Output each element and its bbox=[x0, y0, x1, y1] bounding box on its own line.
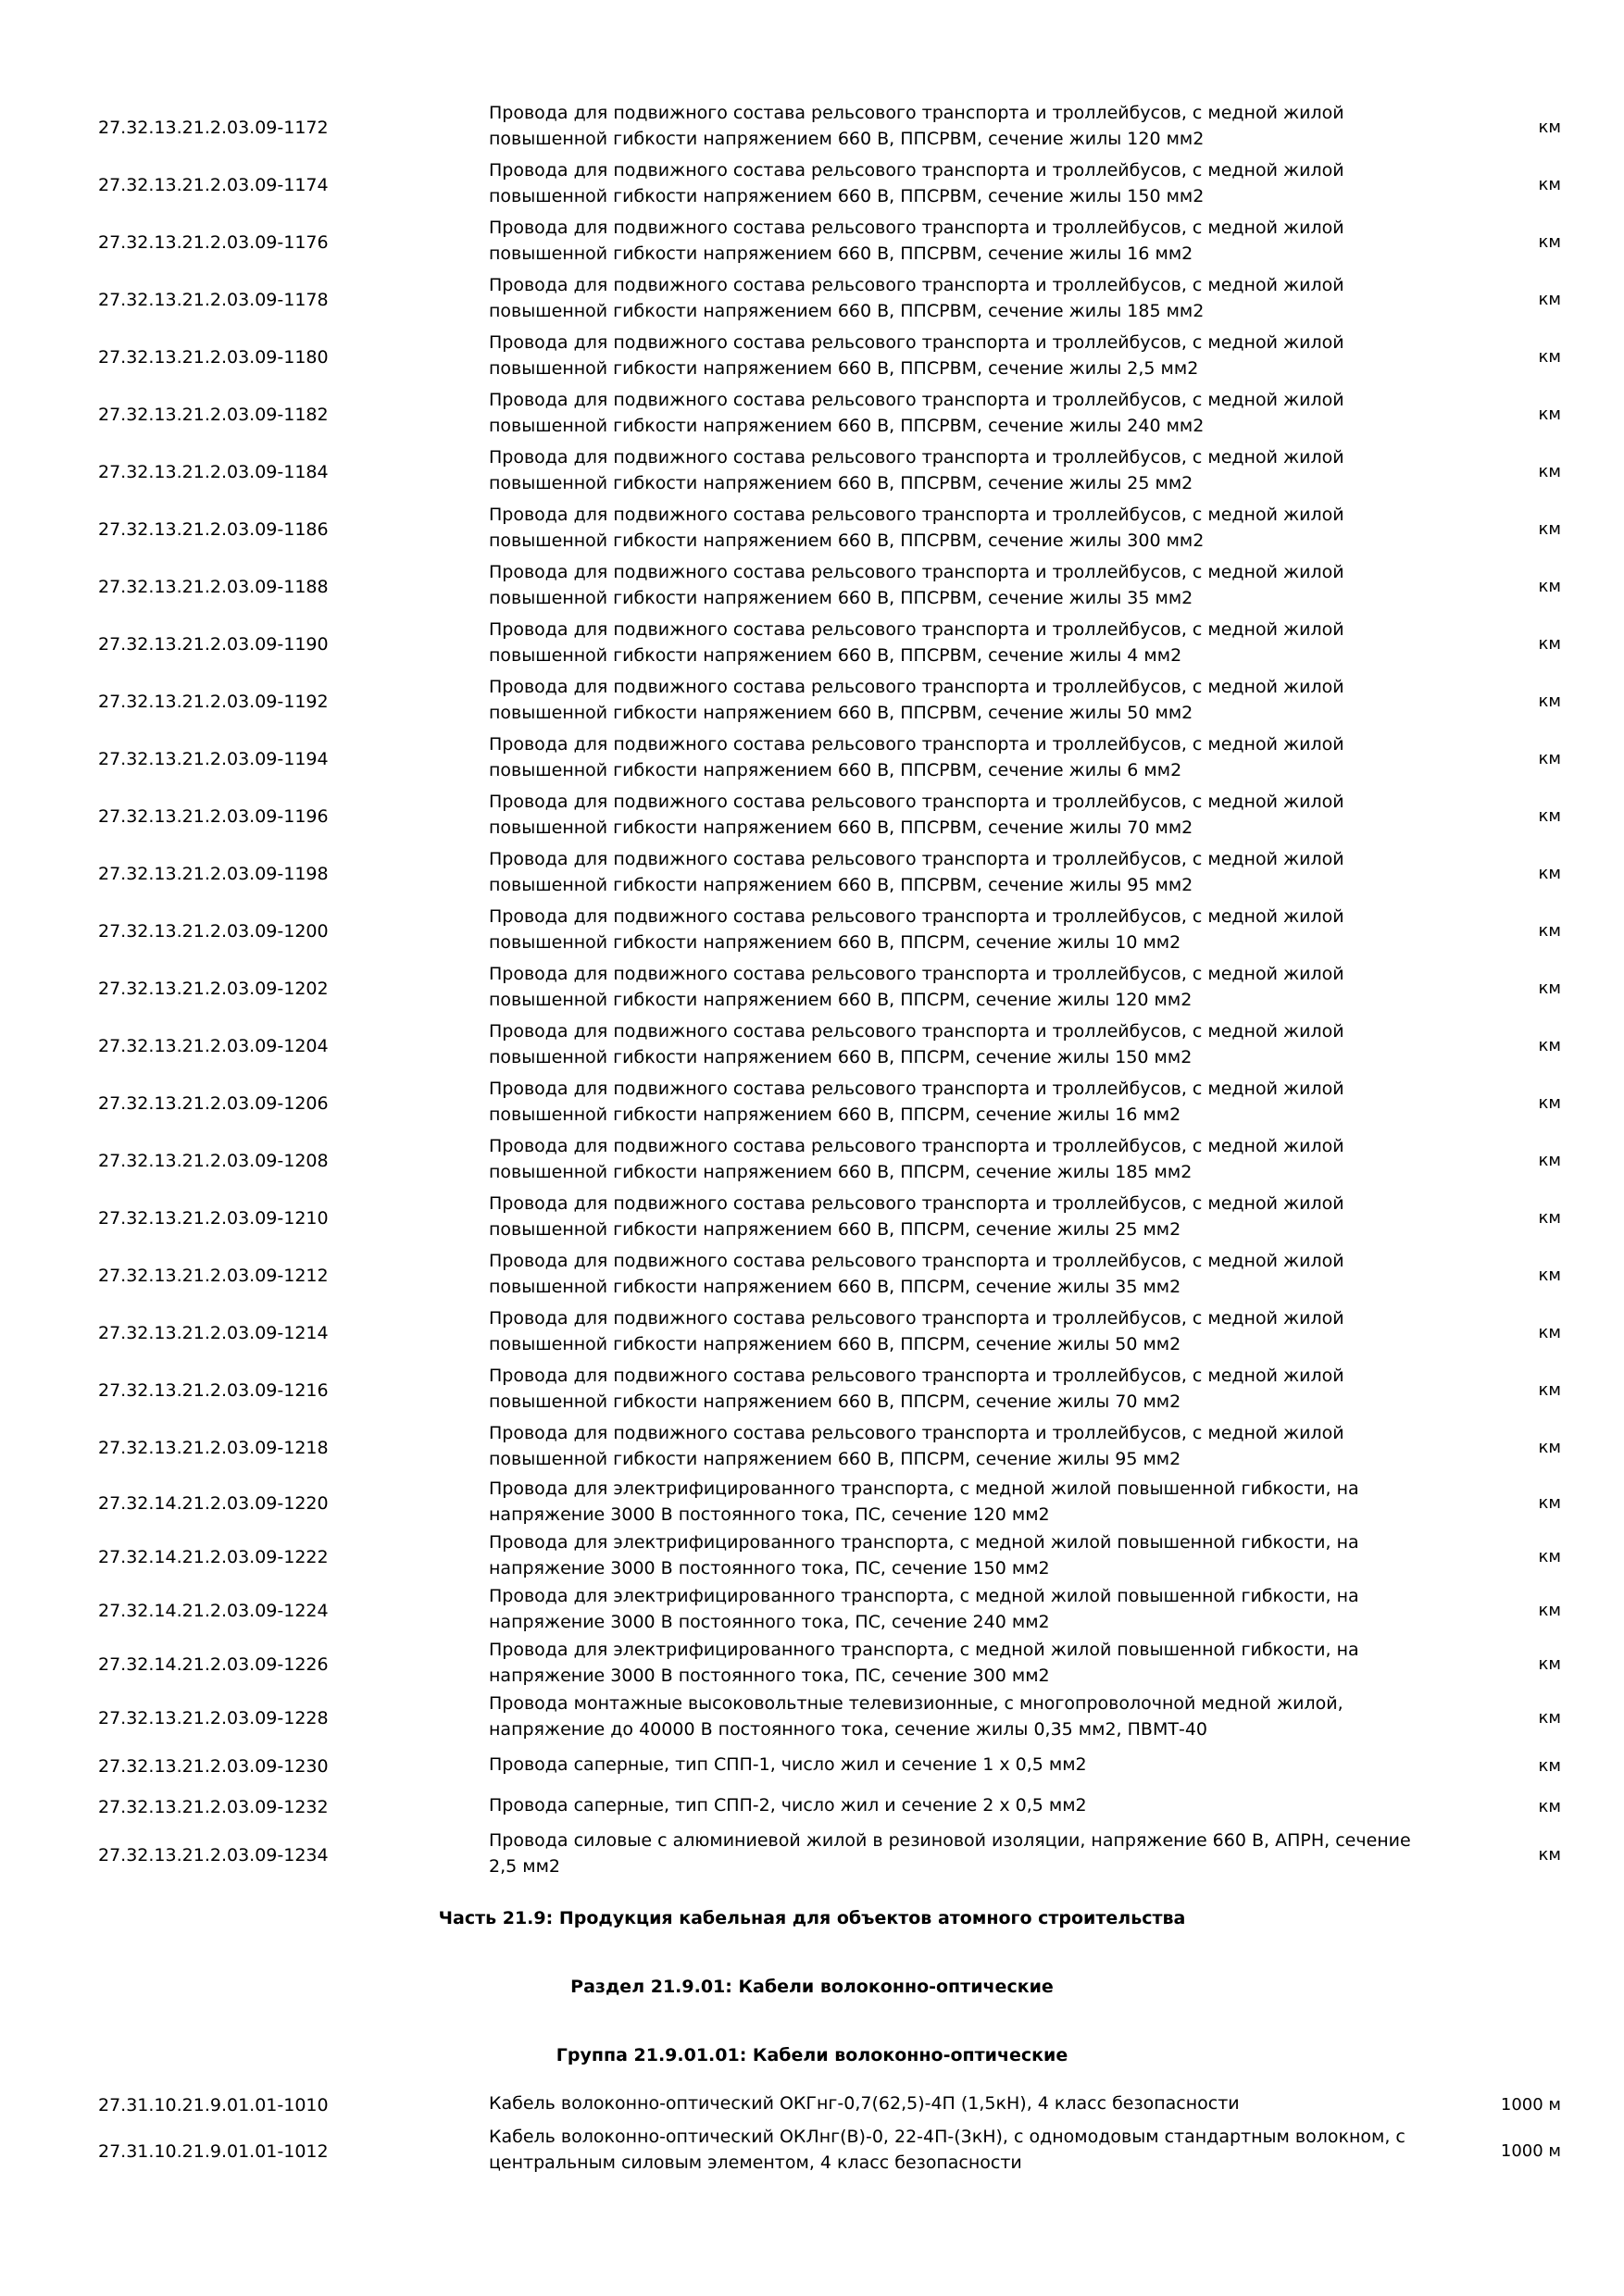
row-code: 27.32.13.21.2.03.09-1178 bbox=[98, 290, 329, 310]
row-description: Провода для подвижного состава рельсового транспорта и троллейбусов, с медной жилой повышенной гибкости напряжением 660 В, ППСРВМ, сечение жилы 50 мм2 bbox=[489, 677, 1344, 723]
row-unit: км bbox=[1538, 1438, 1561, 1457]
row-code: 27.32.13.21.2.03.09-1190 bbox=[98, 634, 329, 655]
row-description: Кабель волоконно-оптический ОКГнг-0,7(62,5)-4П (1,5кН), 4 класс безопасности bbox=[489, 2093, 1240, 2114]
row-code: 27.32.13.21.2.03.09-1176 bbox=[98, 232, 329, 253]
row-description: Провода для подвижного состава рельсового транспорта и троллейбусов, с медной жилой повышенной гибкости напряжением 660 В, ППСРВМ, сечение жилы 35 мм2 bbox=[489, 562, 1344, 608]
row-code: 27.32.13.21.2.03.09-1188 bbox=[98, 577, 329, 597]
row-unit: км bbox=[1538, 864, 1561, 883]
row-unit: км bbox=[1538, 290, 1561, 309]
row-unit: км bbox=[1538, 118, 1561, 137]
row-description: Провода для подвижного состава рельсового транспорта и троллейбусов, с медной жилой повышенной гибкости напряжением 660 В, ППСРВМ, сечение жилы 120 мм2 bbox=[489, 103, 1344, 149]
row-code: 27.32.13.21.2.03.09-1210 bbox=[98, 1208, 329, 1229]
row-code: 27.32.13.21.2.03.09-1208 bbox=[98, 1151, 329, 1171]
row-code: 27.32.14.21.2.03.09-1222 bbox=[98, 1547, 329, 1567]
row-description: Провода для подвижного состава рельсового транспорта и троллейбусов, с медной жилой повышенной гибкости напряжением 660 В, ППСРВМ, сечение жилы 95 мм2 bbox=[489, 849, 1344, 895]
row-description: Провода для подвижного состава рельсового транспорта и троллейбусов, с медной жилой повышенной гибкости напряжением 660 В, ППСРМ, сечение жилы 95 мм2 bbox=[489, 1423, 1344, 1469]
row-description: Провода для электрифицированного транспорта, с медной жилой повышенной гибкости, на напряжение 3000 В постоянного тока, ПС, сечение 240 мм2 bbox=[489, 1586, 1359, 1632]
row-description: Провода для подвижного состава рельсового транспорта и троллейбусов, с медной жилой повышенной гибкости напряжением 660 В, ППСРВМ, сечение жилы 2,5 мм2 bbox=[489, 332, 1344, 379]
row-description: Провода для подвижного состава рельсового транспорта и троллейбусов, с медной жилой повышенной гибкости напряжением 660 В, ППСРВМ, сечение жилы 4 мм2 bbox=[489, 619, 1344, 666]
row-unit: км bbox=[1538, 577, 1561, 596]
row-unit: км bbox=[1538, 1093, 1561, 1113]
row-description: Провода для подвижного состава рельсового транспорта и троллейбусов, с медной жилой повышенной гибкости напряжением 660 В, ППСРМ, сечение жилы 16 мм2 bbox=[489, 1079, 1344, 1125]
row-description: Провода для подвижного состава рельсового транспорта и троллейбусов, с медной жилой повышенной гибкости напряжением 660 В, ППСРВМ, сечение жилы 16 мм2 bbox=[489, 218, 1344, 264]
row-code: 27.32.13.21.2.03.09-1180 bbox=[98, 347, 329, 368]
row-unit: км bbox=[1538, 921, 1561, 941]
row-unit: км bbox=[1538, 1708, 1561, 1728]
row-code: 27.32.14.21.2.03.09-1220 bbox=[98, 1493, 329, 1514]
row-unit: км bbox=[1538, 405, 1561, 424]
row-unit: км bbox=[1538, 519, 1561, 539]
row-description: Кабель волоконно-оптический ОКЛнг(В)-0, 22-4П-(3кН), с одномодовым стандартным волокном, с центральным силовым элементом, 4 класс безопасности bbox=[489, 2127, 1405, 2173]
row-description: Провода для подвижного состава рельсового транспорта и троллейбусов, с медной жилой повышенной гибкости напряжением 660 В, ППСРВМ, сечение жилы 300 мм2 bbox=[489, 505, 1344, 551]
row-unit: км bbox=[1538, 634, 1561, 654]
row-code: 27.32.13.21.2.03.09-1216 bbox=[98, 1380, 329, 1401]
row-unit: км bbox=[1538, 1380, 1561, 1400]
row-code: 27.32.13.21.2.03.09-1184 bbox=[98, 462, 329, 482]
row-unit: км bbox=[1538, 1654, 1561, 1674]
row-code: 27.32.13.21.2.03.09-1194 bbox=[98, 749, 329, 769]
row-description: Провода для подвижного состава рельсового транспорта и троллейбусов, с медной жилой повышенной гибкости напряжением 660 В, ППСРМ, сечение жилы 25 мм2 bbox=[489, 1193, 1344, 1240]
row-code: 27.32.13.21.2.03.09-1192 bbox=[98, 692, 329, 712]
row-code: 27.32.13.21.2.03.09-1198 bbox=[98, 864, 329, 884]
row-code: 27.32.13.21.2.03.09-1202 bbox=[98, 979, 329, 999]
row-unit: км bbox=[1538, 749, 1561, 768]
row-unit: км bbox=[1538, 462, 1561, 481]
row-description: Провода саперные, тип СПП-2, число жил и сечение 2 х 0,5 мм2 bbox=[489, 1795, 1087, 1816]
row-code: 27.32.13.21.2.03.09-1232 bbox=[98, 1797, 329, 1817]
row-code: 27.32.14.21.2.03.09-1226 bbox=[98, 1654, 329, 1675]
section-heading: Раздел 21.9.01: Кабели волоконно-оптические bbox=[570, 1977, 1054, 1997]
row-unit: км bbox=[1538, 1797, 1561, 1816]
row-description: Провода для подвижного состава рельсового транспорта и троллейбусов, с медной жилой повышенной гибкости напряжением 660 В, ППСРВМ, сечение жилы 240 мм2 bbox=[489, 390, 1344, 436]
row-code: 27.32.13.21.2.03.09-1214 bbox=[98, 1323, 329, 1343]
row-unit: км bbox=[1538, 232, 1561, 252]
part-heading: Часть 21.9: Продукция кабельная для объектов атомного строительства bbox=[438, 1908, 1186, 1928]
row-code: 27.32.13.21.2.03.09-1182 bbox=[98, 405, 329, 425]
row-unit: км bbox=[1538, 1493, 1561, 1513]
row-description: Провода для подвижного состава рельсового транспорта и троллейбусов, с медной жилой повышенной гибкости напряжением 660 В, ППСРВМ, сечение жилы 6 мм2 bbox=[489, 734, 1344, 780]
row-unit: км bbox=[1538, 1266, 1561, 1285]
row-description: Провода для подвижного состава рельсового транспорта и троллейбусов, с медной жилой повышенной гибкости напряжением 660 В, ППСРМ, сечение жилы 35 мм2 bbox=[489, 1251, 1344, 1297]
row-description: Провода для подвижного состава рельсового транспорта и троллейбусов, с медной жилой повышенной гибкости напряжением 660 В, ППСРВМ, сечение жилы 185 мм2 bbox=[489, 275, 1344, 321]
row-description: Провода для подвижного состава рельсового транспорта и троллейбусов, с медной жилой повышенной гибкости напряжением 660 В, ППСРМ, сечение жилы 10 мм2 bbox=[489, 906, 1344, 953]
row-code: 27.32.13.21.2.03.09-1218 bbox=[98, 1438, 329, 1458]
row-unit: км bbox=[1538, 806, 1561, 826]
row-description: Провода для подвижного состава рельсового транспорта и троллейбусов, с медной жилой повышенной гибкости напряжением 660 В, ППСРМ, сечение жилы 150 мм2 bbox=[489, 1021, 1344, 1067]
row-code: 27.32.14.21.2.03.09-1224 bbox=[98, 1601, 329, 1621]
row-code: 27.32.13.21.2.03.09-1212 bbox=[98, 1266, 329, 1286]
row-unit: 1000 м bbox=[1500, 2095, 1561, 2115]
row-unit: км bbox=[1538, 1756, 1561, 1776]
row-description: Провода для электрифицированного транспорта, с медной жилой повышенной гибкости, на напряжение 3000 В постоянного тока, ПС, сечение 120 мм2 bbox=[489, 1479, 1359, 1525]
row-unit: 1000 м bbox=[1500, 2141, 1561, 2161]
row-description: Провода для подвижного состава рельсового транспорта и троллейбусов, с медной жилой повышенной гибкости напряжением 660 В, ППСРМ, сечение жилы 185 мм2 bbox=[489, 1136, 1344, 1182]
row-code: 27.32.13.21.2.03.09-1186 bbox=[98, 519, 329, 540]
row-code: 27.32.13.21.2.03.09-1230 bbox=[98, 1756, 329, 1777]
row-description: Провода силовые с алюминиевой жилой в резиновой изоляции, напряжение 660 В, АПРН, сечение 2,5 мм2 bbox=[489, 1830, 1411, 1877]
row-unit: км bbox=[1538, 692, 1561, 711]
row-unit: км bbox=[1538, 1547, 1561, 1566]
row-code: 27.32.13.21.2.03.09-1234 bbox=[98, 1845, 329, 1866]
row-code: 27.32.13.21.2.03.09-1200 bbox=[98, 921, 329, 942]
row-description: Провода для подвижного состава рельсового транспорта и троллейбусов, с медной жилой повышенной гибкости напряжением 660 В, ППСРМ, сечение жилы 50 мм2 bbox=[489, 1308, 1344, 1354]
row-unit: км bbox=[1538, 1323, 1561, 1342]
row-code: 27.32.13.21.2.03.09-1174 bbox=[98, 175, 329, 195]
row-code: 27.32.13.21.2.03.09-1172 bbox=[98, 118, 329, 138]
row-description: Провода для подвижного состава рельсового транспорта и троллейбусов, с медной жилой повышенной гибкости напряжением 660 В, ППСРВМ, сечение жилы 150 мм2 bbox=[489, 160, 1344, 206]
row-description: Провода для подвижного состава рельсового транспорта и троллейбусов, с медной жилой повышенной гибкости напряжением 660 В, ППСРВМ, сечение жилы 25 мм2 bbox=[489, 447, 1344, 493]
row-code: 27.32.13.21.2.03.09-1228 bbox=[98, 1708, 329, 1728]
group-heading: Группа 21.9.01.01: Кабели волоконно-оптические bbox=[556, 2045, 1068, 2065]
row-unit: км bbox=[1538, 347, 1561, 367]
row-unit: км bbox=[1538, 1601, 1561, 1620]
row-description: Провода для подвижного состава рельсового транспорта и троллейбусов, с медной жилой повышенной гибкости напряжением 660 В, ППСРМ, сечение жилы 70 мм2 bbox=[489, 1366, 1344, 1412]
row-code: 27.32.13.21.2.03.09-1206 bbox=[98, 1093, 329, 1114]
row-unit: км bbox=[1538, 175, 1561, 194]
row-unit: км bbox=[1538, 1151, 1561, 1170]
row-description: Провода для электрифицированного транспорта, с медной жилой повышенной гибкости, на напряжение 3000 В постоянного тока, ПС, сечение 150 мм2 bbox=[489, 1532, 1359, 1578]
row-description: Провода для подвижного состава рельсового транспорта и троллейбусов, с медной жилой повышенной гибкости напряжением 660 В, ППСРВМ, сечение жилы 70 мм2 bbox=[489, 792, 1344, 838]
row-code: 27.32.13.21.2.03.09-1204 bbox=[98, 1036, 329, 1056]
row-unit: км bbox=[1538, 1208, 1561, 1228]
row-code: 27.31.10.21.9.01.01-1012 bbox=[98, 2141, 329, 2162]
row-description: Провода монтажные высоковольтные телевизионные, с многопроволочной медной жилой, напряжение до 40000 В постоянного тока, сечение жилы 0,35 мм2, ПВМТ-40 bbox=[489, 1693, 1343, 1740]
row-description: Провода саперные, тип СПП-1, число жил и сечение 1 х 0,5 мм2 bbox=[489, 1754, 1087, 1775]
row-code: 27.31.10.21.9.01.01-1010 bbox=[98, 2095, 329, 2115]
row-description: Провода для подвижного состава рельсового транспорта и троллейбусов, с медной жилой повышенной гибкости напряжением 660 В, ППСРМ, сечение жилы 120 мм2 bbox=[489, 964, 1344, 1010]
row-unit: км bbox=[1538, 1036, 1561, 1055]
row-code: 27.32.13.21.2.03.09-1196 bbox=[98, 806, 329, 827]
row-description: Провода для электрифицированного транспорта, с медной жилой повышенной гибкости, на напряжение 3000 В постоянного тока, ПС, сечение 300 мм2 bbox=[489, 1640, 1359, 1686]
row-unit: км bbox=[1538, 979, 1561, 998]
row-unit: км bbox=[1538, 1845, 1561, 1865]
